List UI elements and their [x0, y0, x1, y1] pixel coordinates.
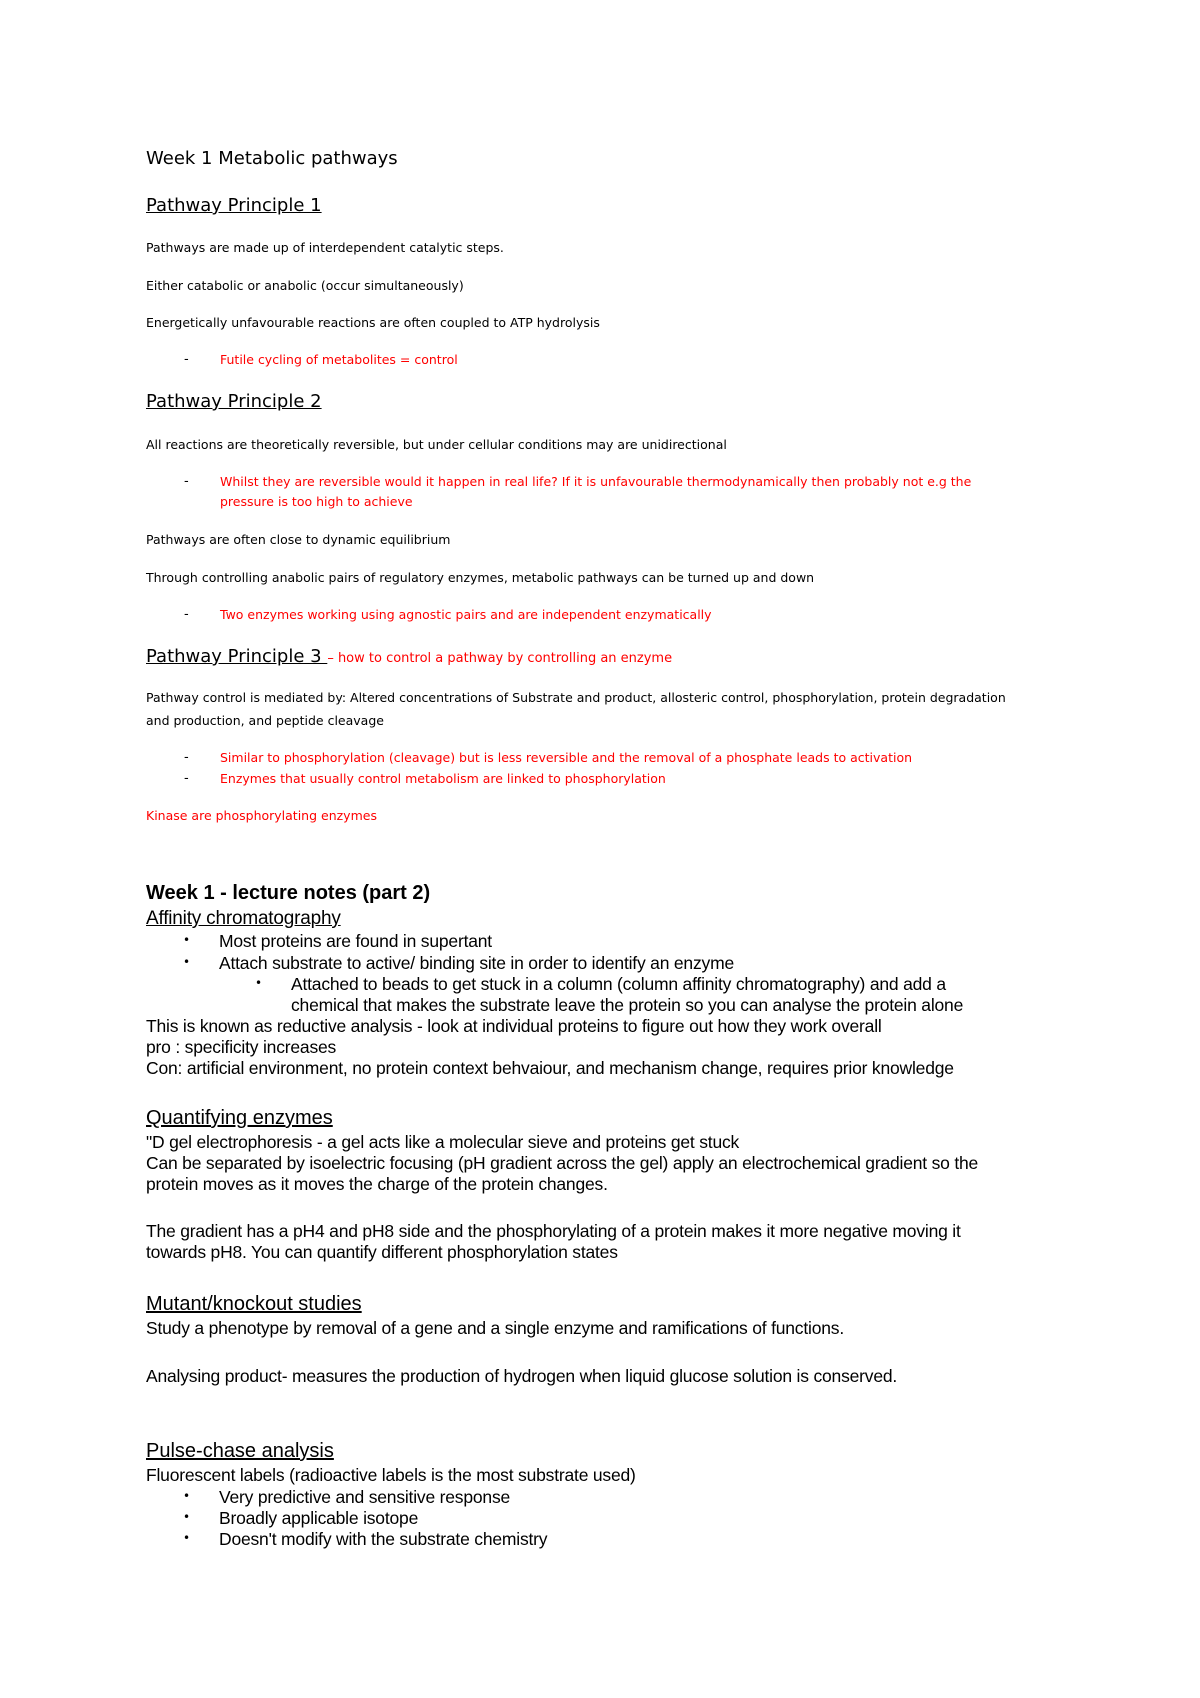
pulse-heading: Pulse-chase analysis: [146, 1440, 334, 1462]
principle-2-line: All reactions are theoretically reversible, but under cellular conditions may are unidirectional: [146, 437, 727, 452]
dash-marker: -: [184, 750, 189, 765]
principle-2-heading: Pathway Principle 2: [146, 391, 322, 412]
principle-3-subtitle: – how to control a pathway by controlling an enzyme: [327, 651, 673, 666]
bullet-marker: •: [183, 1531, 191, 1545]
mutant-line: Study a phenotype by removal of a gene and a single enzyme and ramifications of functions.: [146, 1318, 844, 1338]
part2-title: Week 1 - lecture notes (part 2): [146, 882, 431, 904]
principle-2-line: Through controlling anabolic pairs of regulatory enzymes, metabolic pathways can be turned up and down: [146, 570, 815, 585]
dash-marker: -: [184, 352, 189, 367]
pulse-bullet: Very predictive and sensitive response: [219, 1487, 511, 1507]
principle-3-heading: Pathway Principle 3: [146, 646, 328, 667]
principle-1-line: Pathways are made up of interdependent catalytic steps.: [146, 240, 504, 255]
dash-marker: -: [184, 771, 189, 786]
bullet-marker: •: [183, 933, 191, 947]
principle-3-line: and production, and peptide cleavage: [146, 713, 384, 728]
principle-1-note: Futile cycling of metabolites = control: [220, 352, 458, 367]
affinity-line: Con: artificial environment, no protein context behvaiour, and mechanism change, requires prior knowledge: [146, 1058, 954, 1078]
pulse-bullet: Broadly applicable isotope: [219, 1508, 419, 1528]
dash-marker: -: [184, 474, 189, 489]
principle-2-note: Whilst they are reversible would it happen in real life? If it is unfavourable thermodynamically then probably not e.g the: [220, 474, 972, 489]
principle-2-note: pressure is too high to achieve: [220, 494, 413, 509]
principle-3-note: Similar to phosphorylation (cleavage) but is less reversible and the removal of a phosphate leads to activation: [220, 750, 913, 765]
principle-2-line: Pathways are often close to dynamic equilibrium: [146, 532, 451, 547]
doc-title: Week 1 Metabolic pathways: [146, 148, 398, 169]
principle-2-note: Two enzymes working using agnostic pairs and are independent enzymatically: [220, 607, 712, 622]
principle-3-line: Pathway control is mediated by: Altered concentrations of Substrate and product, allosteric control, phosphorylation, protein degradation: [146, 690, 1006, 705]
affinity-line: This is known as reductive analysis - look at individual proteins to figure out how they work overall: [146, 1016, 882, 1036]
bullet-marker: •: [183, 1489, 191, 1503]
affinity-subbullet: chemical that makes the substrate leave the protein so you can analyse the protein alone: [291, 995, 964, 1015]
pulse-bullet: Doesn't modify with the substrate chemistry: [219, 1529, 548, 1549]
bullet-marker: •: [183, 955, 191, 969]
quant-line: The gradient has a pH4 and pH8 side and the phosphorylating of a protein makes it more negative moving it: [146, 1221, 961, 1241]
affinity-heading: Affinity chromatography: [146, 908, 341, 929]
dash-marker: -: [184, 607, 189, 622]
mutant-heading: Mutant/knockout studies: [146, 1293, 362, 1315]
principle-1-line: Either catabolic or anabolic (occur simultaneously): [146, 278, 464, 293]
affinity-subbullet: Attached to beads to get stuck in a column (column affinity chromatography) and add a: [291, 974, 946, 994]
principle-3-note: Enzymes that usually control metabolism are linked to phosphorylation: [220, 771, 666, 786]
bullet-marker: •: [183, 1510, 191, 1524]
kinase-note: Kinase are phosphorylating enzymes: [146, 808, 377, 823]
quant-line: "D gel electrophoresis - a gel acts like a molecular sieve and proteins get stuck: [146, 1132, 740, 1152]
bullet-marker: •: [255, 976, 263, 990]
quant-heading: Quantifying enzymes: [146, 1107, 333, 1129]
affinity-bullet: Most proteins are found in supertant: [219, 931, 492, 951]
quant-line: protein moves as it moves the charge of the protein changes.: [146, 1174, 608, 1194]
affinity-line: pro : specificity increases: [146, 1037, 337, 1057]
principle-1-line: Energetically unfavourable reactions are often coupled to ATP hydrolysis: [146, 315, 600, 330]
mutant-line: Analysing product- measures the production of hydrogen when liquid glucose solution is conserved.: [146, 1366, 898, 1386]
quant-line: Can be separated by isoelectric focusing (pH gradient across the gel) apply an electrochemical gradient so the: [146, 1153, 979, 1173]
principle-1-heading: Pathway Principle 1: [146, 195, 322, 216]
principle-3-heading-row: [146, 646, 672, 667]
affinity-bullet: Attach substrate to active/ binding site in order to identify an enzyme: [219, 953, 734, 973]
quant-line: towards pH8. You can quantify different phosphorylation states: [146, 1242, 618, 1262]
pulse-line: Fluorescent labels (radioactive labels is the most substrate used): [146, 1465, 636, 1485]
